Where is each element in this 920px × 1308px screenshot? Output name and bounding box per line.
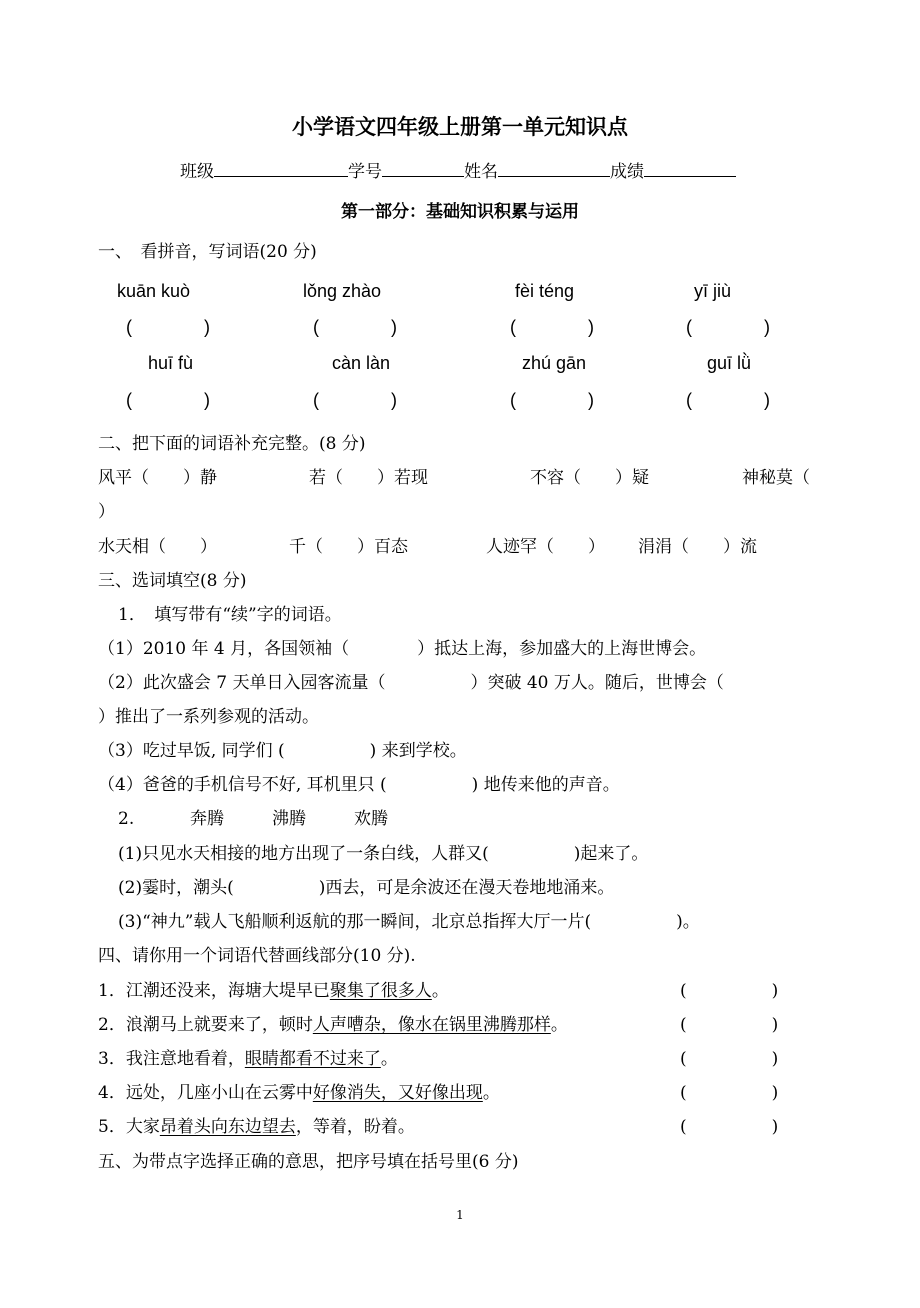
idiom-item: 千（ ）百态 <box>289 537 408 557</box>
q4-item <box>98 980 449 1002</box>
pinyin-8: guī lǜ <box>707 353 752 373</box>
answer-bracket[interactable]: ( ) <box>126 317 210 337</box>
idiom-item: 人迹罕（ ） <box>486 537 605 557</box>
class-blank[interactable] <box>214 160 348 177</box>
item-text: 大家 <box>125 1117 160 1137</box>
answer-bracket[interactable]: ( ) <box>680 1117 779 1137</box>
q3-sub2-number: 2. <box>118 809 135 829</box>
idiom-item: 涓涓（ ）流 <box>638 537 757 557</box>
item-number: 2． <box>98 1015 126 1035</box>
word-choice: 奔腾 <box>190 809 224 829</box>
q3-sentence: （3）吃过早饭, 同学们 ( ) 来到学校。 <box>98 741 467 761</box>
q3-sentence: (2)霎时，潮头( )西去，可是余波还在漫天卷地地涌来。 <box>118 878 615 898</box>
class-label: 班级 <box>180 162 214 182</box>
pinyin-4: yī jiù <box>694 281 732 301</box>
item-number: 1． <box>98 981 126 1001</box>
underlined-phrase: 眼睛都看不过来了 <box>244 1049 381 1069</box>
q4-item <box>98 1082 500 1104</box>
q3-sentence: (3)“神九”载人飞船顺利返航的那一瞬间，北京总指挥大厅一片( )。 <box>118 912 700 932</box>
underlined-phrase: 好像消失，又好像出现 <box>312 1083 483 1103</box>
item-text: ，等着，盼着。 <box>295 1117 415 1137</box>
idiom-item: 水天相（ ） <box>98 537 217 557</box>
q4-item <box>98 1116 415 1138</box>
name-blank[interactable] <box>498 160 610 177</box>
q1-heading: 一、 看拼音，写词语(20 分) <box>98 242 317 262</box>
underlined-phrase: 人声嘈杂，像水在锅里沸腾那样 <box>312 1015 551 1035</box>
idiom-item: 若（ ）若现 <box>309 468 428 488</box>
item-text: 远处，几座小山在云雾中 <box>125 1083 313 1103</box>
item-text: 。 <box>380 1049 398 1069</box>
pinyin-2: lǒng zhào <box>303 281 382 301</box>
pinyin-6: càn làn <box>332 353 391 373</box>
item-text: 。 <box>550 1015 568 1035</box>
q4-heading: 四、请你用一个词语代替画线部分(10 分). <box>98 946 416 966</box>
item-text: 。 <box>431 981 449 1001</box>
q3-sentence: （4）爸爸的手机信号不好, 耳机里只 ( ) 地传来他的声音。 <box>98 775 620 795</box>
idiom-item: 风平（ ）静 <box>98 468 217 488</box>
answer-bracket[interactable]: ( ) <box>680 981 779 1001</box>
student-info-line <box>180 160 736 183</box>
answer-bracket[interactable]: ( ) <box>680 1083 779 1103</box>
pinyin-1: kuān kuò <box>117 281 191 301</box>
idiom-item: 不容（ ）疑 <box>530 468 649 488</box>
item-text: 。 <box>482 1083 500 1103</box>
item-text: 浪潮马上就要来了，顿时 <box>125 1015 313 1035</box>
answer-bracket[interactable]: ( ) <box>313 390 397 410</box>
answer-bracket[interactable]: ( ) <box>680 1049 779 1069</box>
q3-sentence: （1）2010 年 4 月，各国领袖（ ）抵达上海，参加盛大的上海世博会。 <box>98 639 707 659</box>
word-choice: 沸腾 <box>272 809 306 829</box>
item-number: 4． <box>98 1083 126 1103</box>
part-heading: 第一部分：基础知识积累与运用 <box>341 202 579 222</box>
idiom-wrap: ） <box>98 502 115 522</box>
q3-sub1: 1． 填写带有“续”字的词语。 <box>118 605 342 625</box>
q4-item <box>98 1014 568 1036</box>
answer-bracket[interactable]: ( ) <box>126 390 210 410</box>
page-number: 1 <box>456 1208 464 1222</box>
answer-bracket[interactable]: ( ) <box>680 1015 779 1035</box>
q4-item <box>98 1048 398 1070</box>
item-text: 我注意地看着， <box>125 1049 245 1069</box>
pinyin-3: fèi téng <box>515 281 575 301</box>
underlined-phrase: 昂着头向东边望去 <box>159 1117 296 1137</box>
answer-bracket[interactable]: ( ) <box>686 390 770 410</box>
score-label: 成绩 <box>610 162 644 182</box>
underlined-phrase: 聚集了很多人 <box>329 981 432 1001</box>
item-number: 3． <box>98 1049 126 1069</box>
q2-heading: 二、把下面的词语补充完整。(8 分) <box>98 434 366 454</box>
id-label: 学号 <box>348 162 382 182</box>
item-number: 5． <box>98 1117 126 1137</box>
score-blank[interactable] <box>644 160 736 177</box>
q3-heading: 三、选词填空(8 分) <box>98 571 247 591</box>
page-title: 小学语文四年级上册第一单元知识点 <box>292 114 628 139</box>
idiom-item: 神秘莫（ <box>742 468 810 488</box>
q5-heading: 五、为带点字选择正确的意思，把序号填在括号里(6 分) <box>98 1152 519 1172</box>
q3-sentence-wrap: ）推出了一系列参观的活动。 <box>98 707 319 727</box>
pinyin-7: zhú gān <box>522 353 587 373</box>
id-blank[interactable] <box>382 160 464 177</box>
q3-sentence: （2）此次盛会 7 天单日入园客流量（ ）突破 40 万人。随后，世博会（ <box>98 673 724 693</box>
item-text: 江潮还没来，海塘大堤早已 <box>125 981 330 1001</box>
q3-sentence: (1)只见水天相接的地方出现了一条白线，人群又( )起来了。 <box>118 844 649 864</box>
pinyin-5: huī fù <box>148 353 194 373</box>
answer-bracket[interactable]: ( ) <box>686 317 770 337</box>
answer-bracket[interactable]: ( ) <box>313 317 397 337</box>
word-choice: 欢腾 <box>354 809 388 829</box>
name-label: 姓名 <box>464 162 498 182</box>
answer-bracket[interactable]: ( ) <box>510 390 594 410</box>
answer-bracket[interactable]: ( ) <box>510 317 594 337</box>
